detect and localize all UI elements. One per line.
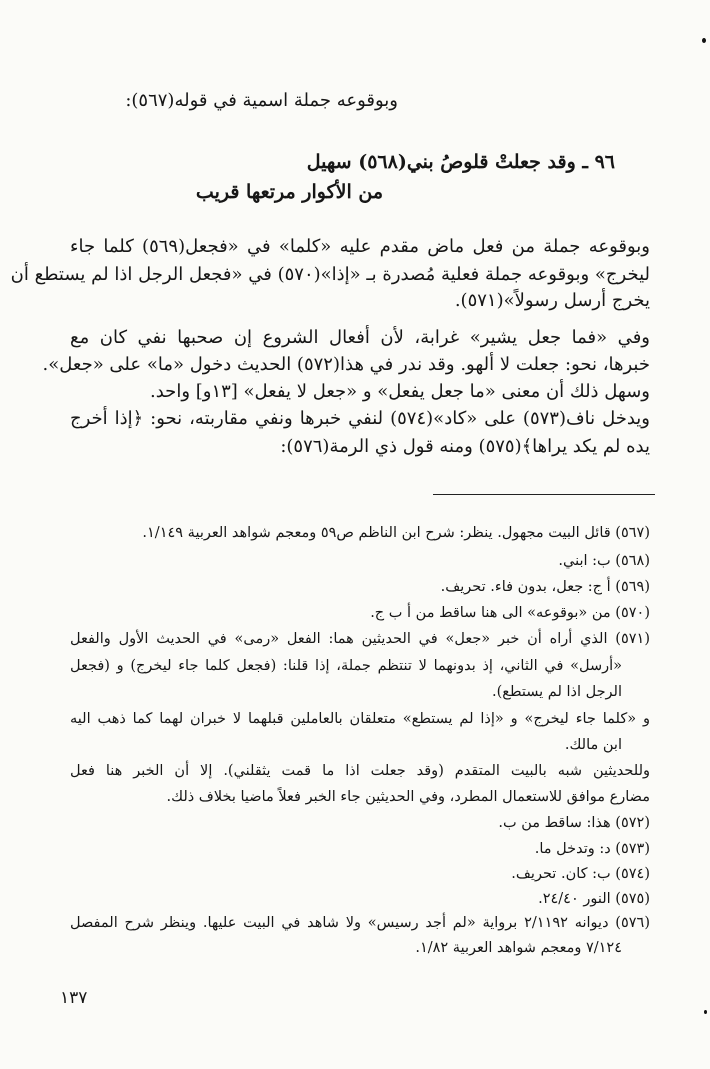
paragraph2-line3: وسهل ذلك أن معنى «ما جعل يفعل» و «جعل لا يفعل» [١٣و] واحد. xyxy=(150,381,650,402)
footnote-571-line7: مضارع موافق للاستعمال المطرد، وفي الحديثين جاء الخبر فعلاً ماضيا بخلاف ذلك. xyxy=(166,789,650,805)
footnote-575: (٥٧٥) النور ٢٤/٤٠. xyxy=(538,891,650,907)
footnote-571-line6: وللحديثين شبه بالبيت المتقدم (وقد جعلت اذا ما قمت يثقلني). إلا أن الخبر هنا فعل xyxy=(70,763,650,779)
verse-first-hemistich: ٩٦ ـ وقد جعلتْ قلوصُ بني(٥٦٨) سهيل xyxy=(306,151,615,173)
footnote-568: (٥٦٨) ب: ابني. xyxy=(558,553,650,569)
footnote-576-line1: (٥٧٦) ديوانه ٢/١١٩٢ برواية «لم أجد رسيس» ولا شاهد في البيت عليها. وينظر شرح المفصل xyxy=(70,915,650,931)
paragraph1-line1: وبوقوعه جملة من فعل ماض مقدم عليه «كلما» في «فجعل(٥٦٩) كلما جاء xyxy=(70,236,650,257)
footnote-571-line3: الرجل اذا لم يستطع). xyxy=(491,684,622,700)
paragraph3-line2: يده لم يكد يراها﴾(٥٧٥) ومنه قول ذي الرمة(٥٧٦): xyxy=(280,436,650,457)
paragraph3-line1: ويدخل ناف(٥٧٣) على «كاد»(٥٧٤) لنفي خبرها ونفي مقاربته، نحو: ﴿إذا أخرج xyxy=(70,408,651,429)
footnote-separator xyxy=(433,494,655,495)
footnote-567: (٥٦٧) قائل البيت مجهول. ينظر: شرح ابن الناظم ص٥٩ ومعجم شواهد العربية ١/١٤٩. xyxy=(142,525,650,541)
intro-line: وبوقوعه جملة اسمية في قوله(٥٦٧): xyxy=(125,90,398,111)
scan-speck xyxy=(702,38,706,43)
footnote-570: (٥٧٠) من «بوقوعه» الى هنا ساقط من أ ب ج. xyxy=(370,605,650,621)
paragraph1-line2: ليخرج» وبوقوعه جملة فعلية مُصدرة بـ «إذا»(٥٧٠) في «فجعل الرجل اذا لم يستطع أن xyxy=(10,264,650,285)
footnote-571-line5: ابن مالك. xyxy=(564,737,622,753)
footnote-571-line2: «أرسل» في الثاني، إذ بدونهما لا تنتظم جملة، إذا قلنا: (فجعل كلما جاء ليخرج) و (فجعل xyxy=(70,658,622,674)
footnote-576-line2: ٧/١٢٤ ومعجم شواهد العربية ١/٨٢. xyxy=(415,940,622,956)
page-number: ١٣٧ xyxy=(60,988,88,1008)
verse-second-hemistich: من الأكوار مرتعها قريب xyxy=(195,181,383,203)
footnote-571-line1: (٥٧١) الذي أراه أن خبر «جعل» في الحديثين هما: الفعل «رمى» في الحديث الأول والفعل xyxy=(70,631,650,647)
footnote-571-line4: و «كلما جاء ليخرج» و «إذا لم يستطع» متعلقان بالعاملين قبلهما لا خبران لهما كما ذهب اليه xyxy=(70,711,650,727)
paragraph2-line2: خبرها، نحو: جعلت لا ألهو. وقد ندر في هذا(٥٧٢) الحديث دخول «ما» على «جعل». xyxy=(42,354,650,375)
scan-speck xyxy=(704,1010,707,1014)
footnote-574: (٥٧٤) ب: كان. تحريف. xyxy=(511,866,650,882)
paragraph1-line3: يخرج أرسل رسولاً»(٥٧١). xyxy=(454,290,650,311)
paragraph2-line1: وفي «فما جعل يشير» غرابة، لأن أفعال الشروع إن صحبها نفي كان مع xyxy=(70,327,650,348)
footnote-573: (٥٧٣) د: وتدخل ما. xyxy=(534,841,650,857)
footnote-569: (٥٦٩) أ ج: جعل، بدون فاء. تحريف. xyxy=(440,579,650,595)
footnote-572: (٥٧٢) هذا: ساقط من ب. xyxy=(498,815,650,831)
